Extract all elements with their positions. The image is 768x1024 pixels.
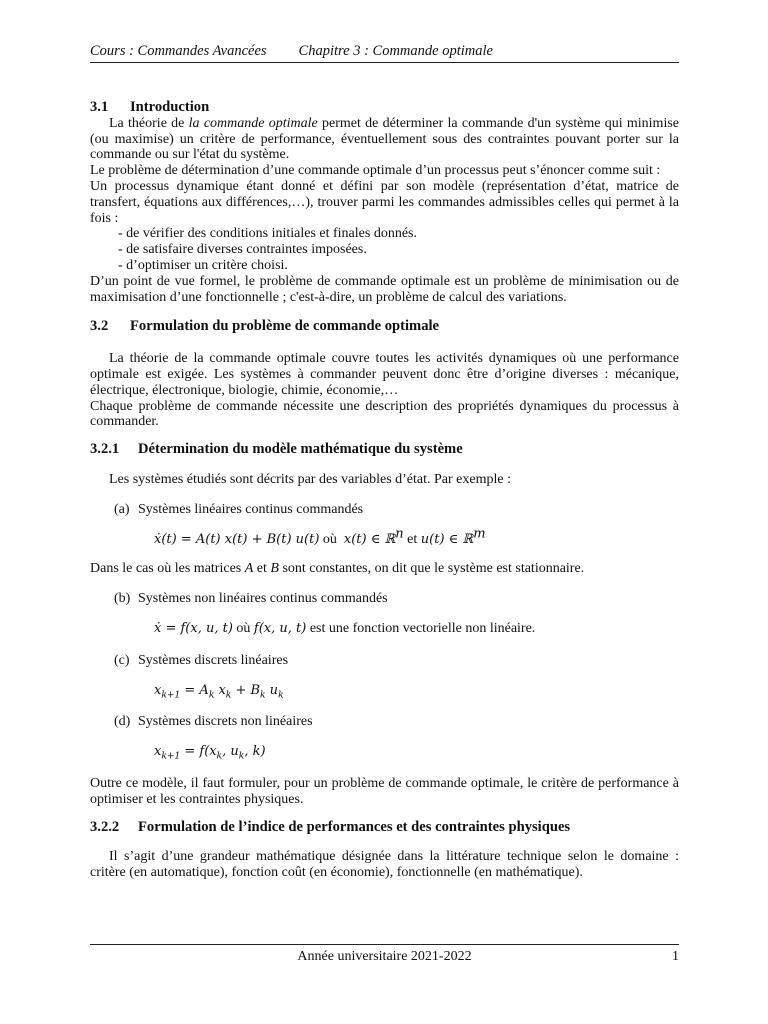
section-heading-3-1: 3.1 Introduction <box>90 99 210 115</box>
running-header <box>90 42 679 63</box>
equation-a: ẋ(t) = A(t) x(t) + B(t) u(t) où x(t) ∈ ℝ$^n$ et u(t) ∈ ℝ$^m$ <box>154 525 486 547</box>
chapter-title: Chapitre 3 : Commande optimale <box>298 43 493 59</box>
list-item: - de vérifier des conditions initiales et finales donnés. <box>118 226 679 242</box>
academic-year: Année universitaire 2021-2022 <box>297 949 472 964</box>
equation-c: $x_{k+1} = A_k$ $x_k + B_k$ $u_k$ <box>154 682 284 701</box>
paragraph: Outre ce modèle, il faut formuler, pour un problème de commande optimale, le critère de performance à optimiser et les contraintes physiques. <box>90 775 679 807</box>
equation-d: $x_{k+1} = f(x_k$, $u_k$, k) <box>154 744 266 762</box>
paragraph: Le problème de détermination d’une commande optimale d’un processus peut s’énoncer comme suit : <box>90 163 661 179</box>
list-item-d: (d) Systèmes discrets non linéaires <box>114 714 313 730</box>
paragraph: La théorie de la commande optimale permet de déterminer la commande d'un système qui minimise (ou maximise) un critère de performance, éventuellement sous des contraintes pouvant porter sur la commande ou sur l'état du système. <box>90 115 680 163</box>
section-heading-3-2: 3.2 Formulation du problème de commande optimale <box>90 318 440 335</box>
course-title: Cours : Commandes Avancées <box>90 43 267 59</box>
page-footer <box>90 944 679 964</box>
list-item-b: (b) Systèmes non linéaires continus commandés <box>114 591 388 607</box>
list-item: - d’optimiser un critère choisi. <box>118 258 679 274</box>
list-item-c: (c) Systèmes discrets linéaires <box>114 652 289 668</box>
page-number: 1 <box>672 949 679 964</box>
section-heading-3-2-1: 3.2.1 Détermination du modèle mathématique du système <box>90 441 463 458</box>
list-item-a: (a) Systèmes linéaires continus commandés <box>114 501 364 517</box>
bullet-list <box>90 226 679 273</box>
paragraph: Dans le cas où les matrices A et B sont constantes, on dit que le système est stationnaire. <box>90 561 585 577</box>
paragraph: D’un point de vue formel, le problème de commande optimale est un problème de minimisation ou de maximisation d’une fonctionnelle ; c'est-à-dire, un problème de calcul des variations. <box>90 273 679 305</box>
equation-b: ẋ = f(x, u, t) où f(x, u, t) est une fonction vectorielle non linéaire. <box>154 620 536 636</box>
paragraph: Les systèmes étudiés sont décrits par des variables d’état. Par exemple : <box>109 471 511 487</box>
paragraph: Chaque problème de commande nécessite une description des propriétés dynamiques du processus à commander. <box>90 398 679 430</box>
paragraph: Il s’agit d’une grandeur mathématique désignée dans la littérature technique selon le domaine : critère (en automatique), fonction coût (en économie), fonctionnelle (en mathématique). <box>90 849 679 881</box>
italic-term: la commande optimale <box>188 115 318 131</box>
document-body <box>90 100 679 881</box>
paragraph: Un processus dynamique étant donné et défini par son modèle (représentation d’état, matrice de transfert, équations aux différences,…), trouver parmi les commandes admissibles celles qui permet à la fois : <box>90 178 679 226</box>
section-heading-3-2-2: 3.2.2 Formulation de l’indice de performances et des contraintes physiques <box>90 818 571 835</box>
paragraph: La théorie de la commande optimale couvre toutes les activités dynamiques où une performance optimale est exigée. Les systèmes à commander peuvent donc être d’origine diverses : mécanique, électrique, électronique, biologie, chimie, économie,… <box>90 351 679 398</box>
list-item: - de satisfaire diverses contraintes imposées. <box>118 242 679 258</box>
